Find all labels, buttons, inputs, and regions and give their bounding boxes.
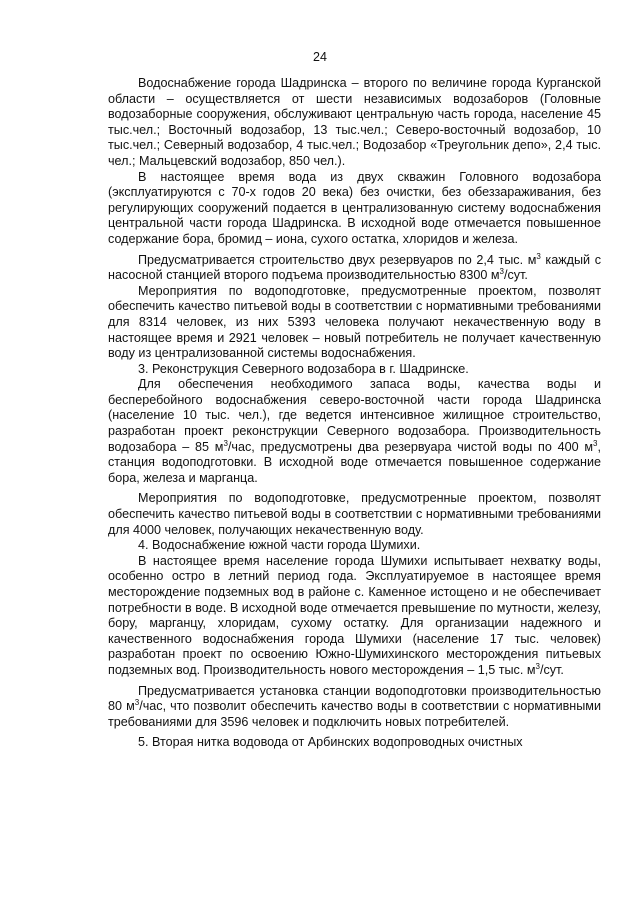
section-heading-4: 4. Водоснабжение южной части города Шумихи.	[138, 538, 421, 553]
paragraph-treatment-measures-1: Мероприятия по водоподготовке, предусмотренные проектом, позволят обеспечить качество питьевой воды в соответствии с нормативными требованиями для 8314 человек, из них 5393 человека получают некачественную воду в настоящее время и 2921 человек – новый потребитель не получает качественную воду из централизованной системы водоснабжения.	[108, 283, 601, 361]
paragraph-shumikha-supply: В настоящее время население города Шумихи испытывает нехватку воды, особенно остро в летний период года. Эксплуатируемое в настоящее время месторождение подземных вод в районе с. Каменное истощено и не обеспечивает потребности в воде. В исходной воде отмечается превышение по мутности, железу, бору, марганцу, хлоридам, сухому остатку. Для организации надежного и качественного водоснабжения города Шумихи (население 17 тыс. человек) разработан проект по освоению Южно-Шумихинского месторождения питьевых подземных вод. Производительность нового месторождения – 1,5 тыс. $м^3$/сут.	[108, 553, 601, 677]
page-number: 24	[313, 50, 327, 64]
paragraph-treatment-station: Предусматривается установка станции водоподготовки производительностью 80 $м^3$/час, что позволит обеспечить качество воды в соответствии с нормативными требованиями для 3596 человек и подключить новых потребителей.	[108, 683, 601, 729]
paragraph-northern-intake: Для обеспечения необходимого запаса воды, качества воды и бесперебойного водоснабжения северо-восточной части города Шадринска (население 10 тыс. чел.), где ведется интенсивное жилищное строительство, разработан проект реконструкции Северного водозабора. Производительность водозабора – 85 $м^3$/час, предусмотрены два резервуара чистой воды по 400 $м^3$, станция водоподготовки. В исходной воде отмечается повышенное содержание бора, железа и марганца.	[108, 377, 601, 485]
document-body	[108, 76, 601, 751]
section-heading-5: 5. Вторая нитка водовода от Арбинских водопроводных очистных	[138, 735, 523, 750]
section-heading-3: 3. Реконструкция Северного водозабора в г. Шадринске.	[138, 361, 469, 376]
paragraph-treatment-measures-2: Мероприятия по водоподготовке, предусмотренные проектом, позволят обеспечить качество питьевой воды в соответствии с нормативными требованиями для 4000 человек, получающих некачественную воду.	[108, 491, 601, 537]
paragraph-shadrinsk-overview: Водоснабжение города Шадринска – второго по величине города Курганской области – осуществляется от шести независимых водозаборов (Головные водозаборные сооружения, обслуживают центральную часть города, население 45 тыс.чел.; Восточный водозабор, 13 тыс.чел.; Северо-восточный водозабор, 10 тыс.чел.; Северный водозабор, 4 тыс.чел.; Водозабор «Треугольник депо», 2,4 тыс. чел.; Мальцевский водозабор, 850 чел.).	[108, 76, 601, 168]
paragraph-reservoir-construction: Предусматривается строительство двух резервуаров по 2,4 тыс. $м^3$ каждый с насосной станцией второго подъема производительностью 8300 $м^3$/сут.	[108, 251, 601, 283]
paragraph-head-intake-status: В настоящее время вода из двух скважин Головного водозабора (эксплуатируются с 70-х годов 20 века) без очистки, без обеззараживания, без регулирующих сооружений подается в централизованную систему водоснабжения центральной части города Шадринска. В исходной воде отмечается повышенное содержание бора, бромид – иона, сухого остатка, хлоридов и железа.	[108, 169, 601, 246]
